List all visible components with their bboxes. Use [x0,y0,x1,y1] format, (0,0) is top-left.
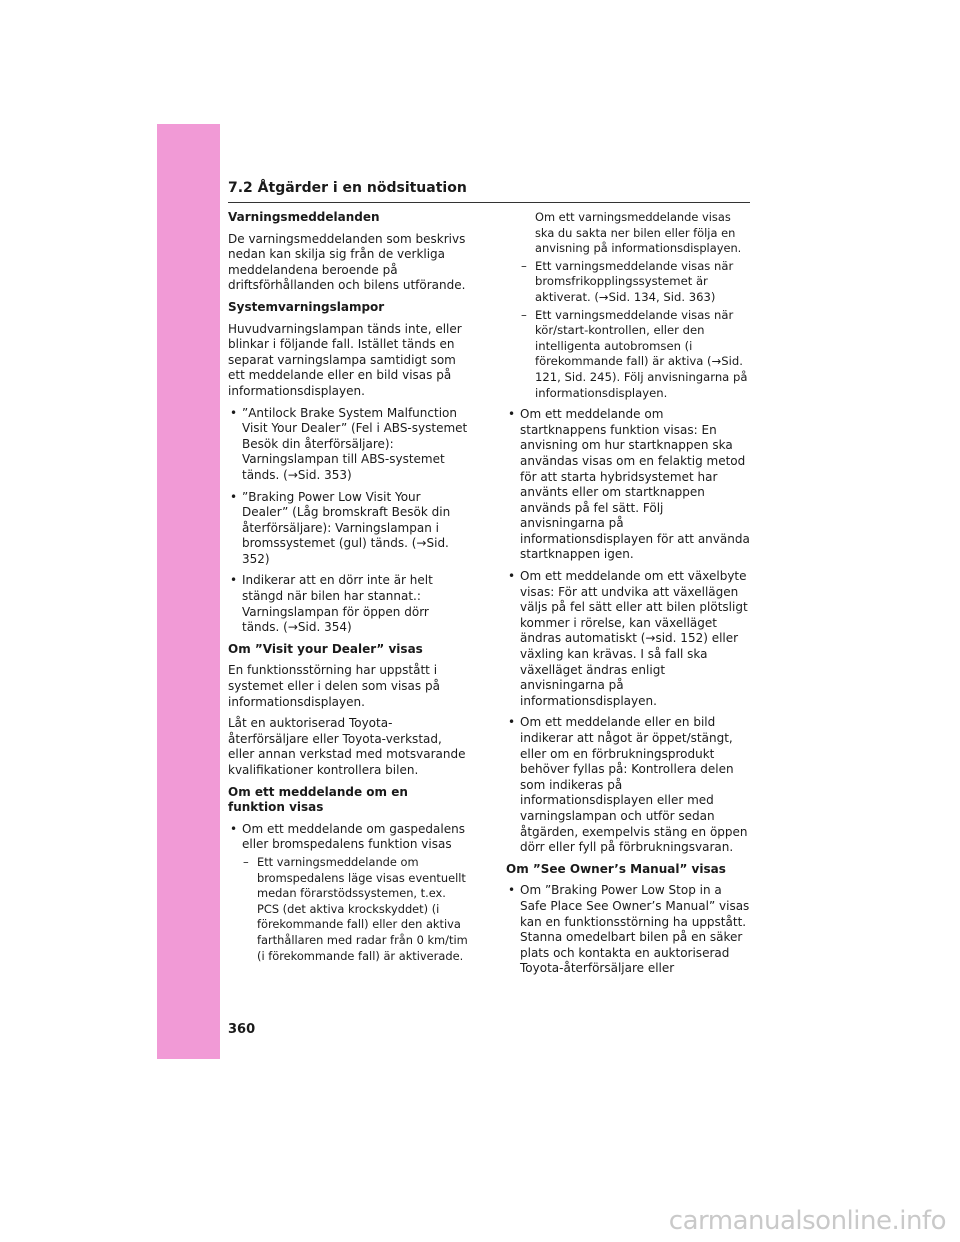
header-divider [228,202,750,203]
bullet-item: • Om ett meddelande eller en bild indikerar att något är öppet/stängt, eller om en förbrukningsprodukt behöver fyllas på: Kontrollera delen som indikeras på informationsdisplayen eller med varningslampan och utför sedan åtgärden, exempelvis stäng en öppen dörr eller fyll på förbrukningsvaran. [506,715,752,855]
watermark: carmanualsonline.info [668,1206,946,1236]
paragraph: En funktionsstörning har uppstått i systemet eller i delen som visas på informationsdisplayen. [228,663,440,709]
bullet-item: • ”Braking Power Low Visit Your Dealer” (Låg bromskraft Besök din återförsäljare): Varningslampan i bromssystemet (gul) tänds. (→Sid. 352) [228,490,468,568]
left-column [228,210,468,966]
section-header: 7.2 Åtgärder i en nödsituation [228,180,467,196]
paragraph: Huvudvarningslampan tänds inte, eller blinkar i följande fall. Istället tänds en separat varningslampa samtidigt som ett meddelande eller en bild visas på informationsdisplayen. [228,321,462,398]
heading-visit-dealer: Om ”Visit your Dealer” visas [228,641,423,656]
chapter-side-tab [157,124,220,1059]
bullet-item: • ”Antilock Brake System Malfunction Visit Your Dealer” (Fel i ABS-systemet Besök din återförsäljare): Varningslampan till ABS-systemet tänds. (→Sid. 353) [228,406,468,484]
sub-item: – Ett varningsmeddelande om bromspedalens läge visas eventuellt medan förarstödssystemen, t.ex. PCS (det aktiva krockskyddet) (i förekommande fall) eller den aktiva farthållaren med radar från 0 km/tim (i förekommande fall) är aktiverade. [228,855,468,964]
sub-item: – Ett varningsmeddelande visas när kör/start-kontrollen, eller den intelligenta autobromsen (i förekommande fall) är aktiva (→Sid. 121, Sid. 245). Följ anvisningarna på informationsdisplayen. [506,308,752,402]
heading-function-message: Om ett meddelande om en funktion visas [228,784,408,815]
heading-warning-messages: Varningsmeddelanden [228,210,380,224]
sub-item: – Ett varningsmeddelande visas när bromsfrikopplingssystemet är aktiverat. (→Sid. 134, Sid. 363) [506,259,752,306]
heading-owners-manual: Om ”See Owner’s Manual” visas [506,861,726,876]
paragraph: De varningsmeddelanden som beskrivs nedan kan skilja sig från de verkliga meddelandena beroende på driftsförhållanden och bilens utförande. [228,231,466,293]
bullet-item: • Om ett meddelande om ett växelbyte visas: För att undvika att växellägen väljs på fel sätt eller att bilen plötsligt kommer i rörelse, kan växelläget ändras automatiskt (→sid. 152) eller växling kan krävas. I så fall ska växelläget ändras enligt anvisningarna på informationsdisplayen. [506,569,752,709]
heading-system-lamps: Systemvarningslampor [228,299,385,314]
page-number: 360 [228,1022,256,1037]
bullet-item: • Om ”Braking Power Low Stop in a Safe Place See Owner’s Manual” visas kan en funktionsstörning ha uppstått. Stanna omedelbart bilen på en säker plats och kontakta en auktoriserad Toyota-återförsäljare eller [506,883,752,977]
paragraph: Låt en auktoriserad Toyota-återförsäljare eller Toyota-verkstad, eller annan verkstad med motsvarande kvalifikationer kontrollera bilen. [228,716,466,777]
right-column [506,210,752,983]
bullet-item: • Om ett meddelande om gaspedalens eller bromspedalens funktion visas [228,822,468,853]
bullet-item: • Om ett meddelande om startknappens funktion visas: En anvisning om hur startknappen ska användas visas om en felaktig metod för att starta hybridsystemet har använts eller om startknappen används på fel sätt. Följ anvisningarna på informationsdisplayen för att använda startknappen igen. [506,407,752,563]
sub-item-continuation: Om ett varningsmeddelande visas ska du sakta ner bilen eller följa en anvisning på informationsdisplayen. [535,210,742,256]
bullet-item: • Indikerar att en dörr inte är helt stängd när bilen har stannat.: Varningslampan för öppen dörr tänds. (→Sid. 354) [228,573,468,635]
